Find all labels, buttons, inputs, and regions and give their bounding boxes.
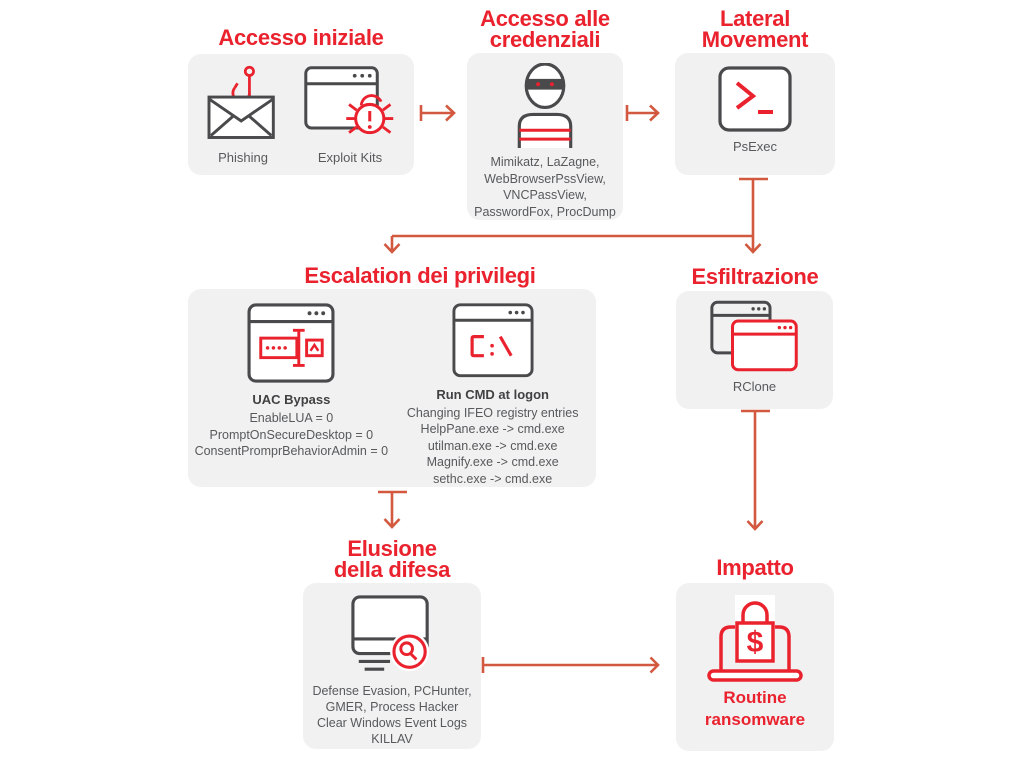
uac-bypass-window-icon [247,303,335,383]
svg-text:$: $ [746,626,764,659]
run-cmd-window-icon [449,303,537,378]
title-privilege-escalation: Escalation dei privilegi [304,263,536,288]
box-defense-evasion [303,583,481,749]
box-lateral-movement [675,53,835,175]
exploit-kits-browser-bug-icon [301,64,399,143]
box-initial-access [188,54,414,175]
rclone-label: RClone [732,379,777,394]
defense-evasion-lines: Defense Evasion, PCHunter, GMER, Process Hacker Clear Windows Event Logs KILLAV [312,684,472,746]
monitor-magnifier-icon [345,595,439,679]
phishing-label: Phishing [218,150,268,165]
psexec-label: PsExec [732,139,778,154]
uac-bypass-label: UAC Bypass [252,392,331,407]
run-cmd-label: Run CMD at logon [436,386,549,402]
box-credential-access [467,53,623,220]
title-lateral-movement: Lateral Movement [701,6,809,52]
title-credential-access: Accesso alle credenziali [480,6,610,52]
run-cmd-lines: Changing IFEO registry entries HelpPane.exe -> cmd.exe utilman.exe -> cmd.exe Magnify.exe -> cmd.exe sethc.exe -> cmd.exe [406,405,579,486]
arrow-escalation-to-evasion [378,492,407,527]
uac-bypass-lines: EnableLUA = 0 PromptOnSecureDesktop = 0 ConsentPromprBehaviorAdmin = 0 [194,411,389,458]
masked-person-icon [510,63,580,148]
credential-tools-list: Mimikatz, LaZagne, WebBrowserPssView, VNCPassView, PasswordFox, ProcDump [474,155,616,219]
arrow-initial-to-credentials [421,105,454,121]
arrow-credentials-to-lateral [627,105,658,121]
title-defense-evasion: Elusione della difesa [333,536,451,582]
terminal-icon [718,66,792,132]
box-exfiltration [676,291,833,409]
ransomware-laptop-lock-icon [703,591,807,687]
title-impact: Impatto [716,555,794,580]
arrow-exfiltration-to-impact [741,411,770,529]
arrow-evasion-to-impact [483,657,658,673]
cloned-windows-icon [710,300,800,372]
phishing-hook-envelope-icon [203,64,283,143]
box-privilege-escalation [188,289,596,487]
title-exfiltration: Esfiltrazione [691,264,819,289]
box-impact [676,583,834,751]
exploit-kits-label: Exploit Kits [317,150,383,165]
routine-ransomware-label: Routine ransomware [704,688,806,729]
title-initial-access: Accesso iniziale [218,25,384,50]
